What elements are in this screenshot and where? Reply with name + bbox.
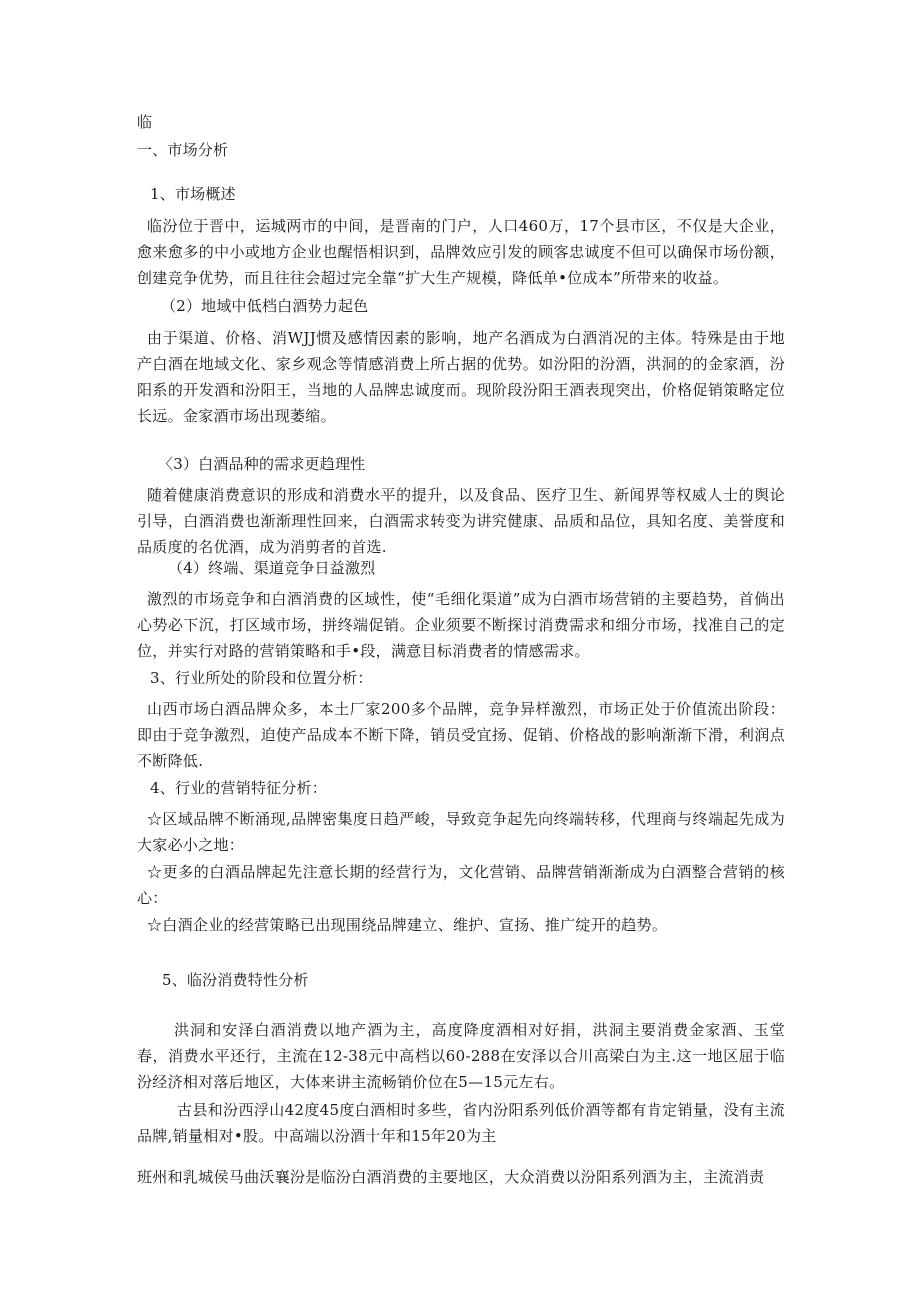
list-item-marketing-feature: ☆区域品牌不断涌现,品牌密集度日趋严峻，导致竞争起先向终端转移，代理商与终端起先成为大家必小之地： — [137, 810, 785, 854]
subsection-title-regional-liquor: （2）地域中低档白酒势力起色 — [161, 297, 369, 315]
list-item-marketing-feature: ☆更多的白酒品牌起先注意长期的经营行为，文化营销、品牌营销渐渐成为白酒整合营销的核心： — [137, 863, 785, 907]
section-title-market-analysis: 一、市场分析 — [137, 141, 229, 159]
paragraph-channel-competition: 激烈的市场竞争和白酒消费的区域性，使“毛细化渠道”成为白酒市场营销的主要趋势，首倘出心势必下沉，打区域市场，拼终端促销。企业须要不断探讨消费需求和细分市场，找准自己的定位，并实行对路的营销策略和手•段，满意目标消费者的情感需求。 — [137, 590, 785, 660]
subsection-title-market-overview: 1、市场概述 — [150, 185, 236, 203]
paragraph-guxian-fenxi: 古县和汾西浮山42度45度白酒相时多些，省内汾阳系列低价酒等都有肯定销量，没有主流品牌,销量相对•股。中高端以汾酒十年和15年20为主 — [137, 1101, 785, 1145]
section-title-industry-stage: 3、行业所处的阶段和位置分析： — [150, 669, 373, 687]
paragraph-hongdong-anze: 洪洞和安泽白酒消费以地产酒为主，高度降度酒相对好捐，洪洞主要消费金家酒、玉堂春，消费水平还行，主流在12-38元中高档以60-288在安泽以合川高梁白为主.这一地区屈于临汾经济相对落后地区，大体来讲主流畅销价位在5—15元左右。 — [137, 1021, 785, 1091]
subsection-title-channel-competition: （4）终端、渠道竞争日益激烈 — [168, 559, 376, 577]
section-title-marketing-features: 4、行业的营销特征分析： — [150, 779, 327, 797]
header-char: 临 — [137, 113, 153, 131]
paragraph-market-overview: 临汾位于晋中，运城两市的中间，是晋南的门户，人口460万，17个县市区，不仅是大企业，愈来愈多的中小或地方企业也醒悟相识到，品牌效应引发的顾客忠诚度不但可以确保市场份额，创建竞争优势，而且往往会超过完全靠“扩大生产规模，降低单•位成本”所带来的收益。 — [137, 217, 785, 287]
paragraph-regional-liquor: 由于渠道、价格、消WJJ惯及感情因素的影响，地产名酒成为白酒消况的主体。特殊是由于地产白酒在地域文化、家乡观念等情感消费上所占据的优势。如汾阳的汾酒，洪洞的的金家酒，汾阳系的开发酒和汾阳王，当地的人品牌忠诚度而。现阶段汾阳王酒表现突出，价格促销策略定位长远。金家酒市场出现萎缩。 — [137, 329, 785, 425]
paragraph-industry-stage: 山西市场白酒品牌众多，本土厂家200多个品牌，竞争异样激烈，市场正处于价值流出阶段：即由于竞争激烈，迫使产品成本不断下降，销员受宜扬、促销、价格战的影响渐渐下滑，利润点不断降低. — [137, 700, 785, 770]
subsection-title-rational-demand: 〈3）白酒品种的需求更趋理性 — [158, 455, 366, 473]
paragraph-main-consumption-areas: 班州和乳城侯马曲沃襄汾是临汾白酒消费的主要地区，大众消费以汾阳系列酒为主，主流消责 — [137, 1168, 765, 1186]
section-title-linfen-consumption: 5、临汾消费特性分析 — [162, 971, 309, 989]
paragraph-rational-demand: 随着健康消费意识的形成和消费水平的提升，以及食品、医疗卫生、新闻界等权威人士的舆论引导，白酒消费也渐渐理性回来，白酒需求转变为讲究健康、品质和品位，具知名度、美誉度和品质度的名优酒，成为消剪者的首选. — [137, 486, 785, 556]
list-item-marketing-feature: ☆白酒企业的经营策略已出现围绕品牌建立、维护、宣扬、推广绽开的趋势。 — [147, 916, 668, 934]
